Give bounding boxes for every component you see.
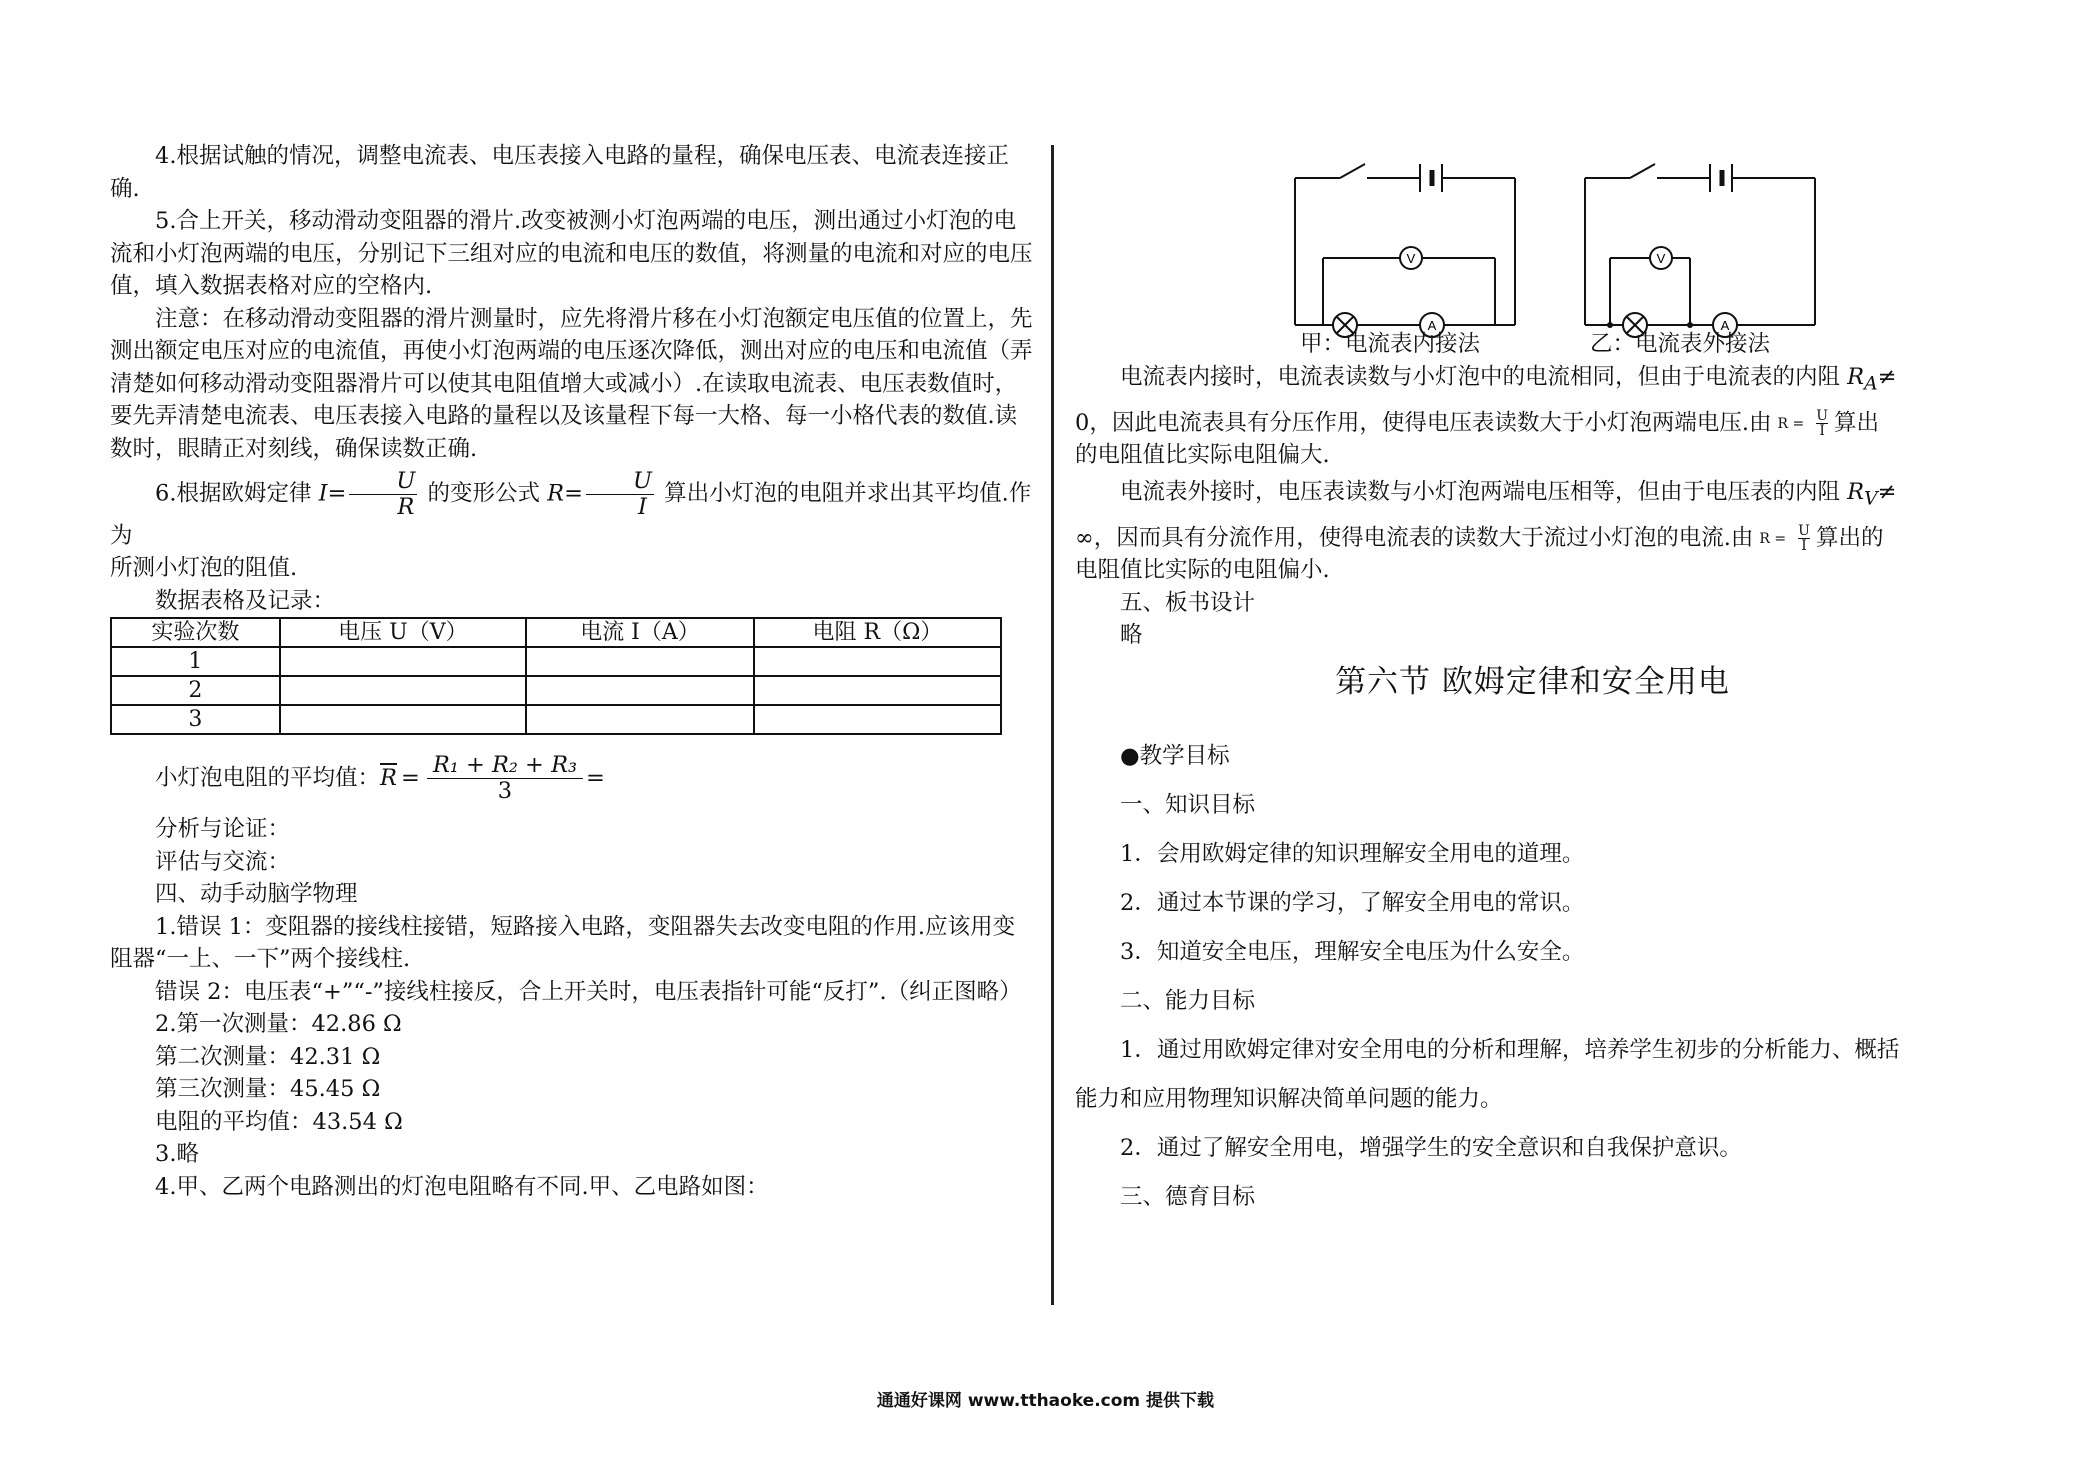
paragraph: 4.根据试触的情况，调整电流表、电压表接入电路的量程，确保电压表、电流表连接正确. bbox=[110, 143, 1009, 202]
table-header: 实验次数 bbox=[111, 618, 280, 647]
paragraph: 1.错误 1：变阻器的接线柱接错，短路接入电路，变阻器失去改变电阻的作用.应该用变阻器“一上、一下”两个接线柱. bbox=[110, 913, 1016, 972]
list-item: 3．知道安全电压，理解安全电压为什么安全。 bbox=[1120, 939, 1585, 965]
measurement: 电阻的平均值：43.54 Ω bbox=[155, 1108, 403, 1135]
table-header-row bbox=[111, 618, 1001, 647]
table-header: 电压 U（V） bbox=[280, 618, 526, 647]
section-title: 二、能力目标 bbox=[1120, 988, 1256, 1014]
paragraph: 0，因此电流表具有分压作用，使得电压表读数大于小灯泡两端电压.由 R = $\frac{U}{I}$ 算出 bbox=[1075, 408, 1880, 439]
paragraph: 注意：在移动滑动变阻器的滑片测量时，应先将滑片移在小灯泡额定电压值的位置上，先测出额定电压对应的电流值，再使小灯泡两端的电压逐次降低，测出对应的电压和电流值（弄清楚如何移动滑动变阻器滑片可以使其电阻值增大或减小）.在读取电流表、电压表数值时，要先弄清楚电流表、电压表接入电路的量程以及该量程下每一大格、每一小格代表的数值.读数时，眼睛正对刻线，确保读数正确. bbox=[110, 305, 1033, 462]
teaching-goals-title: ●教学目标 bbox=[1120, 743, 1230, 769]
circuit-jia bbox=[1295, 164, 1515, 337]
table-cell bbox=[754, 705, 1001, 734]
list-item: 1．通过用欧姆定律对安全用电的分析和理解，培养学生初步的分析能力、概括 bbox=[1120, 1037, 1900, 1063]
paragraph: 3.略 bbox=[155, 1141, 199, 1167]
average-fraction: $\frac{\text{R₁ + R₂ + R₃}}{3}$ bbox=[427, 753, 583, 804]
paragraph: 电流表内接时，电流表读数与小灯泡中的电流相同，但由于电流表的内阻 $R_A\ne$ bbox=[1120, 363, 1897, 394]
caption-yi: 乙：电流表外接法 bbox=[1590, 331, 1771, 357]
table-header: 电阻 R（Ω） bbox=[754, 618, 1001, 647]
paragraph: 略 bbox=[1120, 622, 1143, 648]
section-heading: 第六节 欧姆定律和安全用电 bbox=[1335, 663, 1730, 700]
average-resistance-formula: 小灯泡电阻的平均值： $\overline{R}$ = $\frac{\text{R₁ + R₂ + R₃}}{3}$ = bbox=[155, 751, 605, 804]
paragraph: 分析与论证： bbox=[155, 816, 291, 842]
paragraph: 错误 2：电压表“+”“-”接线柱接反，合上开关时，电压表指针可能“反打”.（纠正图略） bbox=[155, 978, 1022, 1005]
table-cell bbox=[754, 676, 1001, 705]
table-cell bbox=[526, 676, 754, 705]
ammeter-icon: A bbox=[1427, 318, 1437, 333]
measurement: 第三次测量：45.45 Ω bbox=[155, 1076, 381, 1102]
circuit-diagrams bbox=[1095, 150, 1990, 333]
right-column bbox=[1075, 150, 1990, 1222]
table-cell: 3 bbox=[111, 705, 280, 734]
table-cell: 2 bbox=[111, 676, 280, 705]
table-row bbox=[111, 647, 1001, 676]
paragraph: ∞，因而具有分流作用，使得电流表的读数大于流过小灯泡的电流.由 R = $\frac{U}{I}$ 算出的 bbox=[1075, 523, 1884, 554]
ammeter-icon: A bbox=[1720, 318, 1730, 333]
table-cell bbox=[754, 647, 1001, 676]
table-cell bbox=[280, 705, 526, 734]
caption-jia: 甲：电流表内接法 bbox=[1300, 331, 1481, 357]
section-title: 五、板书设计 bbox=[1120, 589, 1256, 616]
ohm-law-paragraph: 6.根据欧姆定律 I= $\frac{U}{R}$ 的变形公式 R= $\frac{U}{I}$ 算出小灯泡的电阻并求出其平均值.作为 bbox=[110, 468, 1032, 549]
section-title: 三、德育目标 bbox=[1120, 1184, 1256, 1210]
circuit-yi bbox=[1585, 164, 1815, 337]
table-cell bbox=[280, 647, 526, 676]
list-item: 2．通过本节课的学习，了解安全用电的常识。 bbox=[1120, 890, 1585, 916]
formula-ui-fraction: $\frac{U}{I}$ bbox=[1798, 523, 1810, 554]
measurement: 第二次测量：42.31 Ω bbox=[155, 1043, 381, 1070]
table-cell: 1 bbox=[111, 647, 280, 676]
formula-ui-fraction: $\frac{U}{I}$ bbox=[1816, 408, 1829, 439]
formula-r-inner: R = bbox=[1777, 415, 1805, 432]
paragraph: 5.合上开关，移动滑动变阻器的滑片.改变被测小灯泡两端的电压，测出通过小灯泡的电流和小灯泡两端的电压，分别记下三组对应的电流和电压的数值，将测量的电流和对应的电压值，填入数据表格对应的空格内. bbox=[110, 208, 1033, 299]
paragraph: 所测小灯泡的阻值. bbox=[110, 555, 298, 581]
table-header: 电流 I（A） bbox=[526, 618, 754, 647]
table-row bbox=[111, 676, 1001, 705]
footer-credit: 通通好课网 www.tthaoke.com 提供下载 bbox=[876, 1391, 1215, 1411]
table-cell bbox=[526, 705, 754, 734]
table-caption: 数据表格及记录： bbox=[155, 587, 336, 614]
circuit-diagrams-svg bbox=[1095, 150, 1895, 333]
voltmeter-icon: V bbox=[1656, 251, 1666, 266]
measurement: 2.第一次测量：42.86 Ω bbox=[155, 1011, 402, 1037]
paragraph: 4.甲、乙两个电路测出的灯泡电阻略有不同.甲、乙电路如图： bbox=[155, 1173, 769, 1200]
list-item: 2．通过了解安全用电，增强学生的安全意识和自我保护意识。 bbox=[1120, 1135, 1742, 1161]
table-cell bbox=[526, 647, 754, 676]
table-row bbox=[111, 705, 1001, 734]
section-title: 四、动手动脑学物理 bbox=[155, 881, 358, 907]
formula-r-fraction: $\frac{U}{I}$ bbox=[586, 469, 654, 520]
list-item: 1．会用欧姆定律的知识理解安全用电的道理。 bbox=[1120, 841, 1585, 867]
data-table bbox=[110, 617, 1002, 735]
voltmeter-icon: V bbox=[1406, 251, 1416, 266]
column-divider bbox=[1051, 145, 1054, 1305]
table-cell bbox=[280, 676, 526, 705]
section-title: 一、知识目标 bbox=[1120, 792, 1256, 818]
left-column bbox=[110, 140, 1035, 1203]
list-item: 能力和应用物理知识解决简单问题的能力。 bbox=[1075, 1086, 1503, 1112]
paragraph: 电流表外接时，电压表读数与小灯泡两端电压相等，但由于电压表的内阻 $R_V\ne$ bbox=[1120, 478, 1897, 509]
paragraph: 电阻值比实际的电阻偏小. bbox=[1075, 557, 1330, 583]
paragraph: 评估与交流： bbox=[155, 848, 291, 875]
formula-r-outer: R = bbox=[1759, 530, 1787, 547]
paragraph: 的电阻值比实际电阻偏大. bbox=[1075, 442, 1330, 468]
formula-i-fraction: $\frac{U}{R}$ bbox=[349, 469, 417, 520]
